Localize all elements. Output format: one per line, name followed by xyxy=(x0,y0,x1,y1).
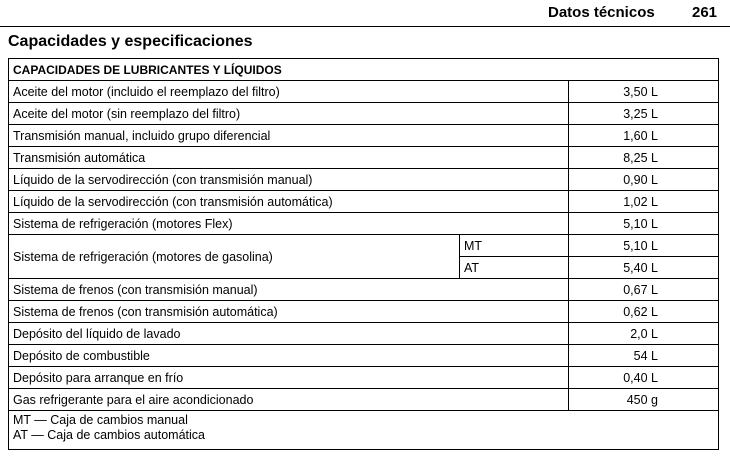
table-notes xyxy=(9,411,719,450)
row-value: 1,02 L xyxy=(569,191,719,213)
row-sub-label: AT xyxy=(460,257,569,279)
row-value: 2,0 L xyxy=(569,323,719,345)
table-row xyxy=(9,389,719,411)
row-value: 5,10 L xyxy=(569,235,719,257)
note-at: AT — Caja de cambios automática xyxy=(13,428,205,442)
table-heading: CAPACIDADES DE LUBRICANTES Y LÍQUIDOS xyxy=(9,59,719,81)
table-row xyxy=(9,213,719,235)
row-label: Sistema de refrigeración (motores de gasolina) xyxy=(9,235,460,279)
table-row xyxy=(9,235,719,257)
row-value: 0,40 L xyxy=(569,367,719,389)
table-row xyxy=(9,323,719,345)
table-row xyxy=(9,301,719,323)
row-value: 0,90 L xyxy=(569,169,719,191)
row-label: Sistema de refrigeración (motores Flex) xyxy=(9,213,569,235)
table-row xyxy=(9,367,719,389)
table-row xyxy=(9,147,719,169)
row-label: Depósito del líquido de lavado xyxy=(9,323,569,345)
notes-row xyxy=(9,411,719,450)
row-value: 8,25 L xyxy=(569,147,719,169)
row-value: 5,40 L xyxy=(569,257,719,279)
row-value: 3,50 L xyxy=(569,81,719,103)
row-label: Sistema de frenos (con transmisión automática) xyxy=(9,301,569,323)
row-label: Depósito de combustible xyxy=(9,345,569,367)
table-row xyxy=(9,103,719,125)
row-value: 3,25 L xyxy=(569,103,719,125)
row-value: 0,62 L xyxy=(569,301,719,323)
table-row xyxy=(9,191,719,213)
table-row xyxy=(9,279,719,301)
section-title: Capacidades y especificaciones xyxy=(8,33,253,50)
page-number: 261 xyxy=(692,4,718,21)
table-row xyxy=(9,345,719,367)
row-sub-label: MT xyxy=(460,235,569,257)
row-label: Transmisión automática xyxy=(9,147,569,169)
row-value: 54 L xyxy=(569,345,719,367)
table-heading-row xyxy=(9,59,719,81)
row-label: Líquido de la servodirección (con transmisión automática) xyxy=(9,191,569,213)
page-header xyxy=(0,0,730,27)
row-label: Líquido de la servodirección (con transmisión manual) xyxy=(9,169,569,191)
row-value: 450 g xyxy=(569,389,719,411)
row-value: 5,10 L xyxy=(569,213,719,235)
row-label: Aceite del motor (incluido el reemplazo del filtro) xyxy=(9,81,569,103)
header-title: Datos técnicos xyxy=(548,4,655,21)
row-value: 0,67 L xyxy=(569,279,719,301)
note-mt: MT — Caja de cambios manual xyxy=(13,413,188,427)
row-label: Sistema de frenos (con transmisión manual) xyxy=(9,279,569,301)
row-label: Gas refrigerante para el aire acondicionado xyxy=(9,389,569,411)
capacities-table xyxy=(8,58,719,450)
table-row xyxy=(9,81,719,103)
table-row xyxy=(9,125,719,147)
table-row xyxy=(9,169,719,191)
row-label: Depósito para arranque en frío xyxy=(9,367,569,389)
row-value: 1,60 L xyxy=(569,125,719,147)
row-label: Transmisión manual, incluido grupo diferencial xyxy=(9,125,569,147)
row-label: Aceite del motor (sin reemplazo del filtro) xyxy=(9,103,569,125)
